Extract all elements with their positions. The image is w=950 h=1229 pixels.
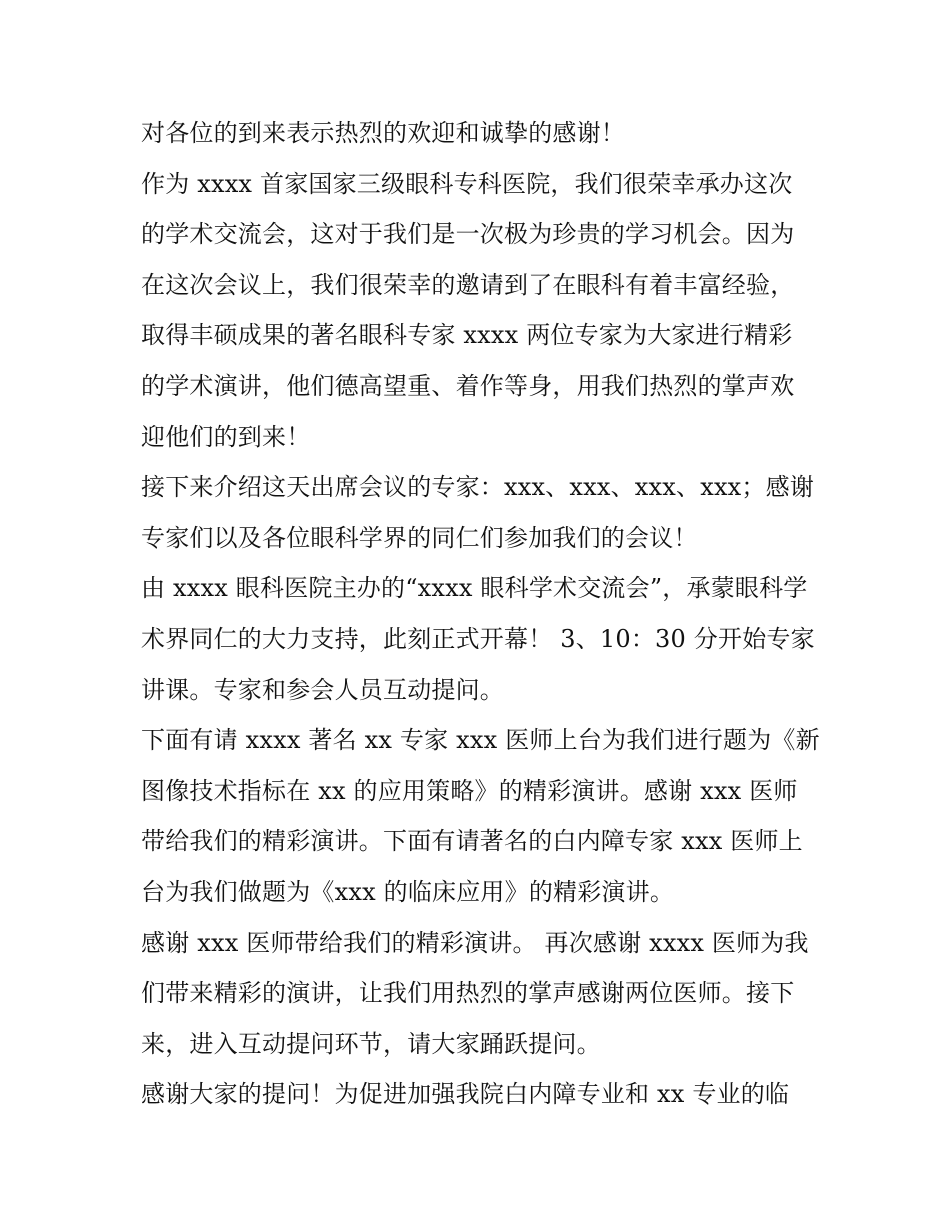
- text-line: 取得丰硕成果的著名眼科专家 xxxx 两位专家为大家进行精彩: [141, 321, 793, 350]
- text-line: 专家们以及各位眼科学界的同仁们参加我们的会议！: [141, 523, 698, 552]
- document-body: [141, 108, 821, 1120]
- text-line: 在这次会议上，我们很荣幸的邀请到了在眼科有着丰富经验，: [141, 270, 795, 299]
- text-line: 对各位的到来表示热烈的欢迎和诚挚的感谢！: [141, 119, 625, 147]
- text-line: 带给我们的精彩演讲。下面有请著名的白内障专家 xxx 医师上: [141, 827, 803, 856]
- text-line: 下面有请 xxxx 著名 xx 专家 xxx 医师上台为我们进行题为《新: [141, 726, 820, 755]
- text-line: 感谢 xxx 医师带给我们的精彩演讲。 再次感谢 xxxx 医师为我: [141, 928, 809, 957]
- text-line: 由 xxxx 眼科医院主办的“xxxx 眼科学术交流会”，承蒙眼科学: [141, 574, 808, 603]
- text-line: 术界同仁的大力支持，此刻正式开幕！ 3、10：30 分开始专家: [141, 624, 815, 653]
- text-line: 台为我们做题为《xxx 的临床应用》的精彩演讲。: [141, 877, 675, 906]
- text-line: 迎他们的到来！: [141, 422, 311, 451]
- text-line: 接下来介绍这天出席会议的专家：xxx、xxx、xxx、xxx；感谢: [141, 473, 815, 502]
- text-line: 来，进入互动提问环节，请大家踊跃提问。: [141, 1029, 601, 1058]
- text-line: 讲课。专家和参会人员互动提问。: [141, 675, 504, 704]
- text-line: 的学术交流会，这对于我们是一次极为珍贵的学习机会。因为: [141, 220, 795, 249]
- text-line: 们带来精彩的演讲，让我们用热烈的掌声感谢两位医师。接下: [141, 979, 795, 1008]
- text-line: 感谢大家的提问！为促进加强我院白内障专业和 xx 专业的临: [141, 1080, 790, 1109]
- text-line: 作为 xxxx 首家国家三级眼科专科医院，我们很荣幸承办这次: [141, 169, 793, 198]
- text-line: 图像技术指标在 xx 的应用策略》的精彩演讲。感谢 xxx 医师: [141, 776, 798, 805]
- text-line: 的学术演讲，他们德高望重、着作等身，用我们热烈的掌声欢: [141, 371, 795, 400]
